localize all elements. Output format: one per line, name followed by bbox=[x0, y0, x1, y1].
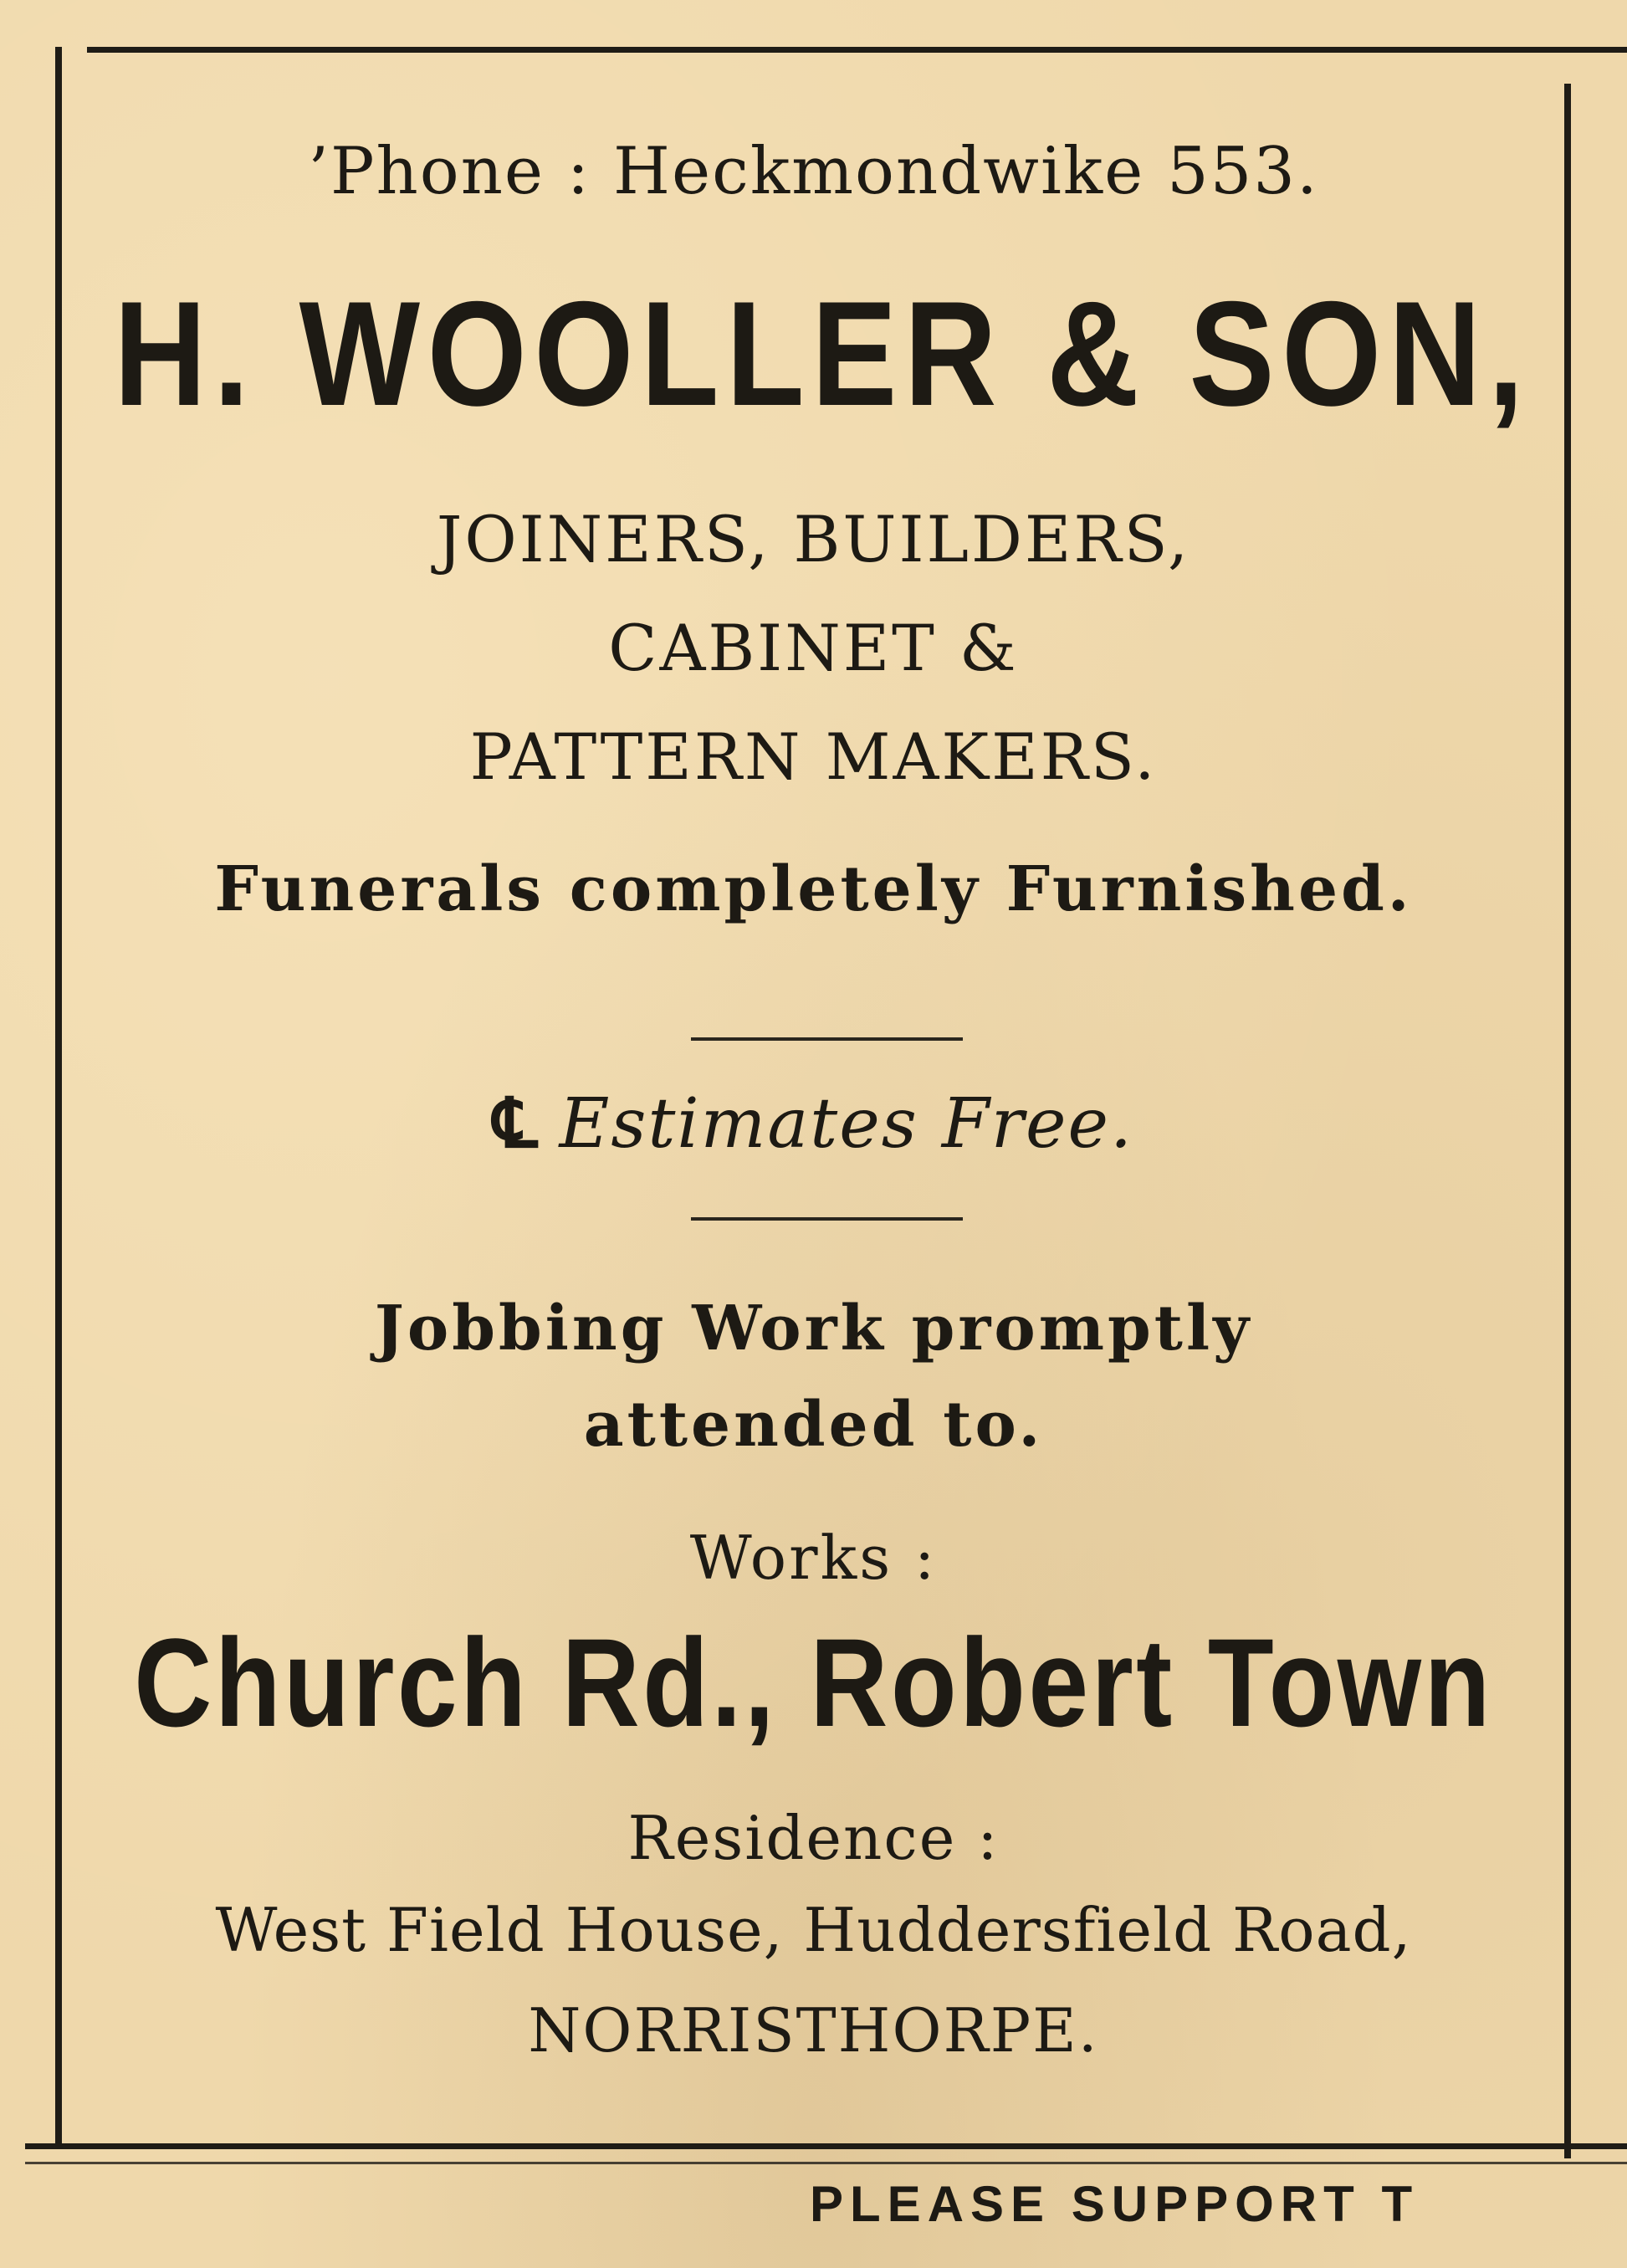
works-label: Works : bbox=[689, 1523, 938, 1593]
firm-name: H. WOOLLER & SON, bbox=[114, 270, 1532, 437]
paragraph-mark-icon: ℄ bbox=[493, 1083, 540, 1164]
jobbing-line-1: Jobbing Work promptly bbox=[374, 1293, 1253, 1364]
advert-border-bottom bbox=[25, 2143, 1627, 2149]
jobbing-line-2: attended to. bbox=[583, 1389, 1044, 1461]
divider-rule-upper bbox=[691, 1037, 963, 1041]
funerals-line: Funerals completely Furnished. bbox=[214, 853, 1413, 925]
divider-rule-lower bbox=[691, 1217, 963, 1221]
trade-line-1: JOINERS, BUILDERS, bbox=[436, 502, 1191, 576]
phone-line: ’Phone : Heckmondwike 553. bbox=[308, 134, 1319, 209]
residence-town: NORRISTHORPE. bbox=[528, 1995, 1099, 2066]
advert-border-top bbox=[87, 47, 1627, 53]
estimates-line bbox=[0, 1083, 1627, 1164]
works-address: Church Rd., Robert Town bbox=[134, 1612, 1493, 1753]
trade-line-3: PATTERN MAKERS. bbox=[469, 719, 1158, 794]
residence-label: Residence : bbox=[627, 1803, 1000, 1873]
trade-line-2: CABINET & bbox=[608, 611, 1019, 685]
advert-border-bottom-thin bbox=[25, 2162, 1627, 2164]
estimates-text: Estimates Free. bbox=[559, 1084, 1134, 1164]
residence-address: West Field House, Huddersfield Road, bbox=[215, 1895, 1412, 1965]
footer-slogan: PLEASE SUPPORT T bbox=[810, 2176, 1420, 2232]
